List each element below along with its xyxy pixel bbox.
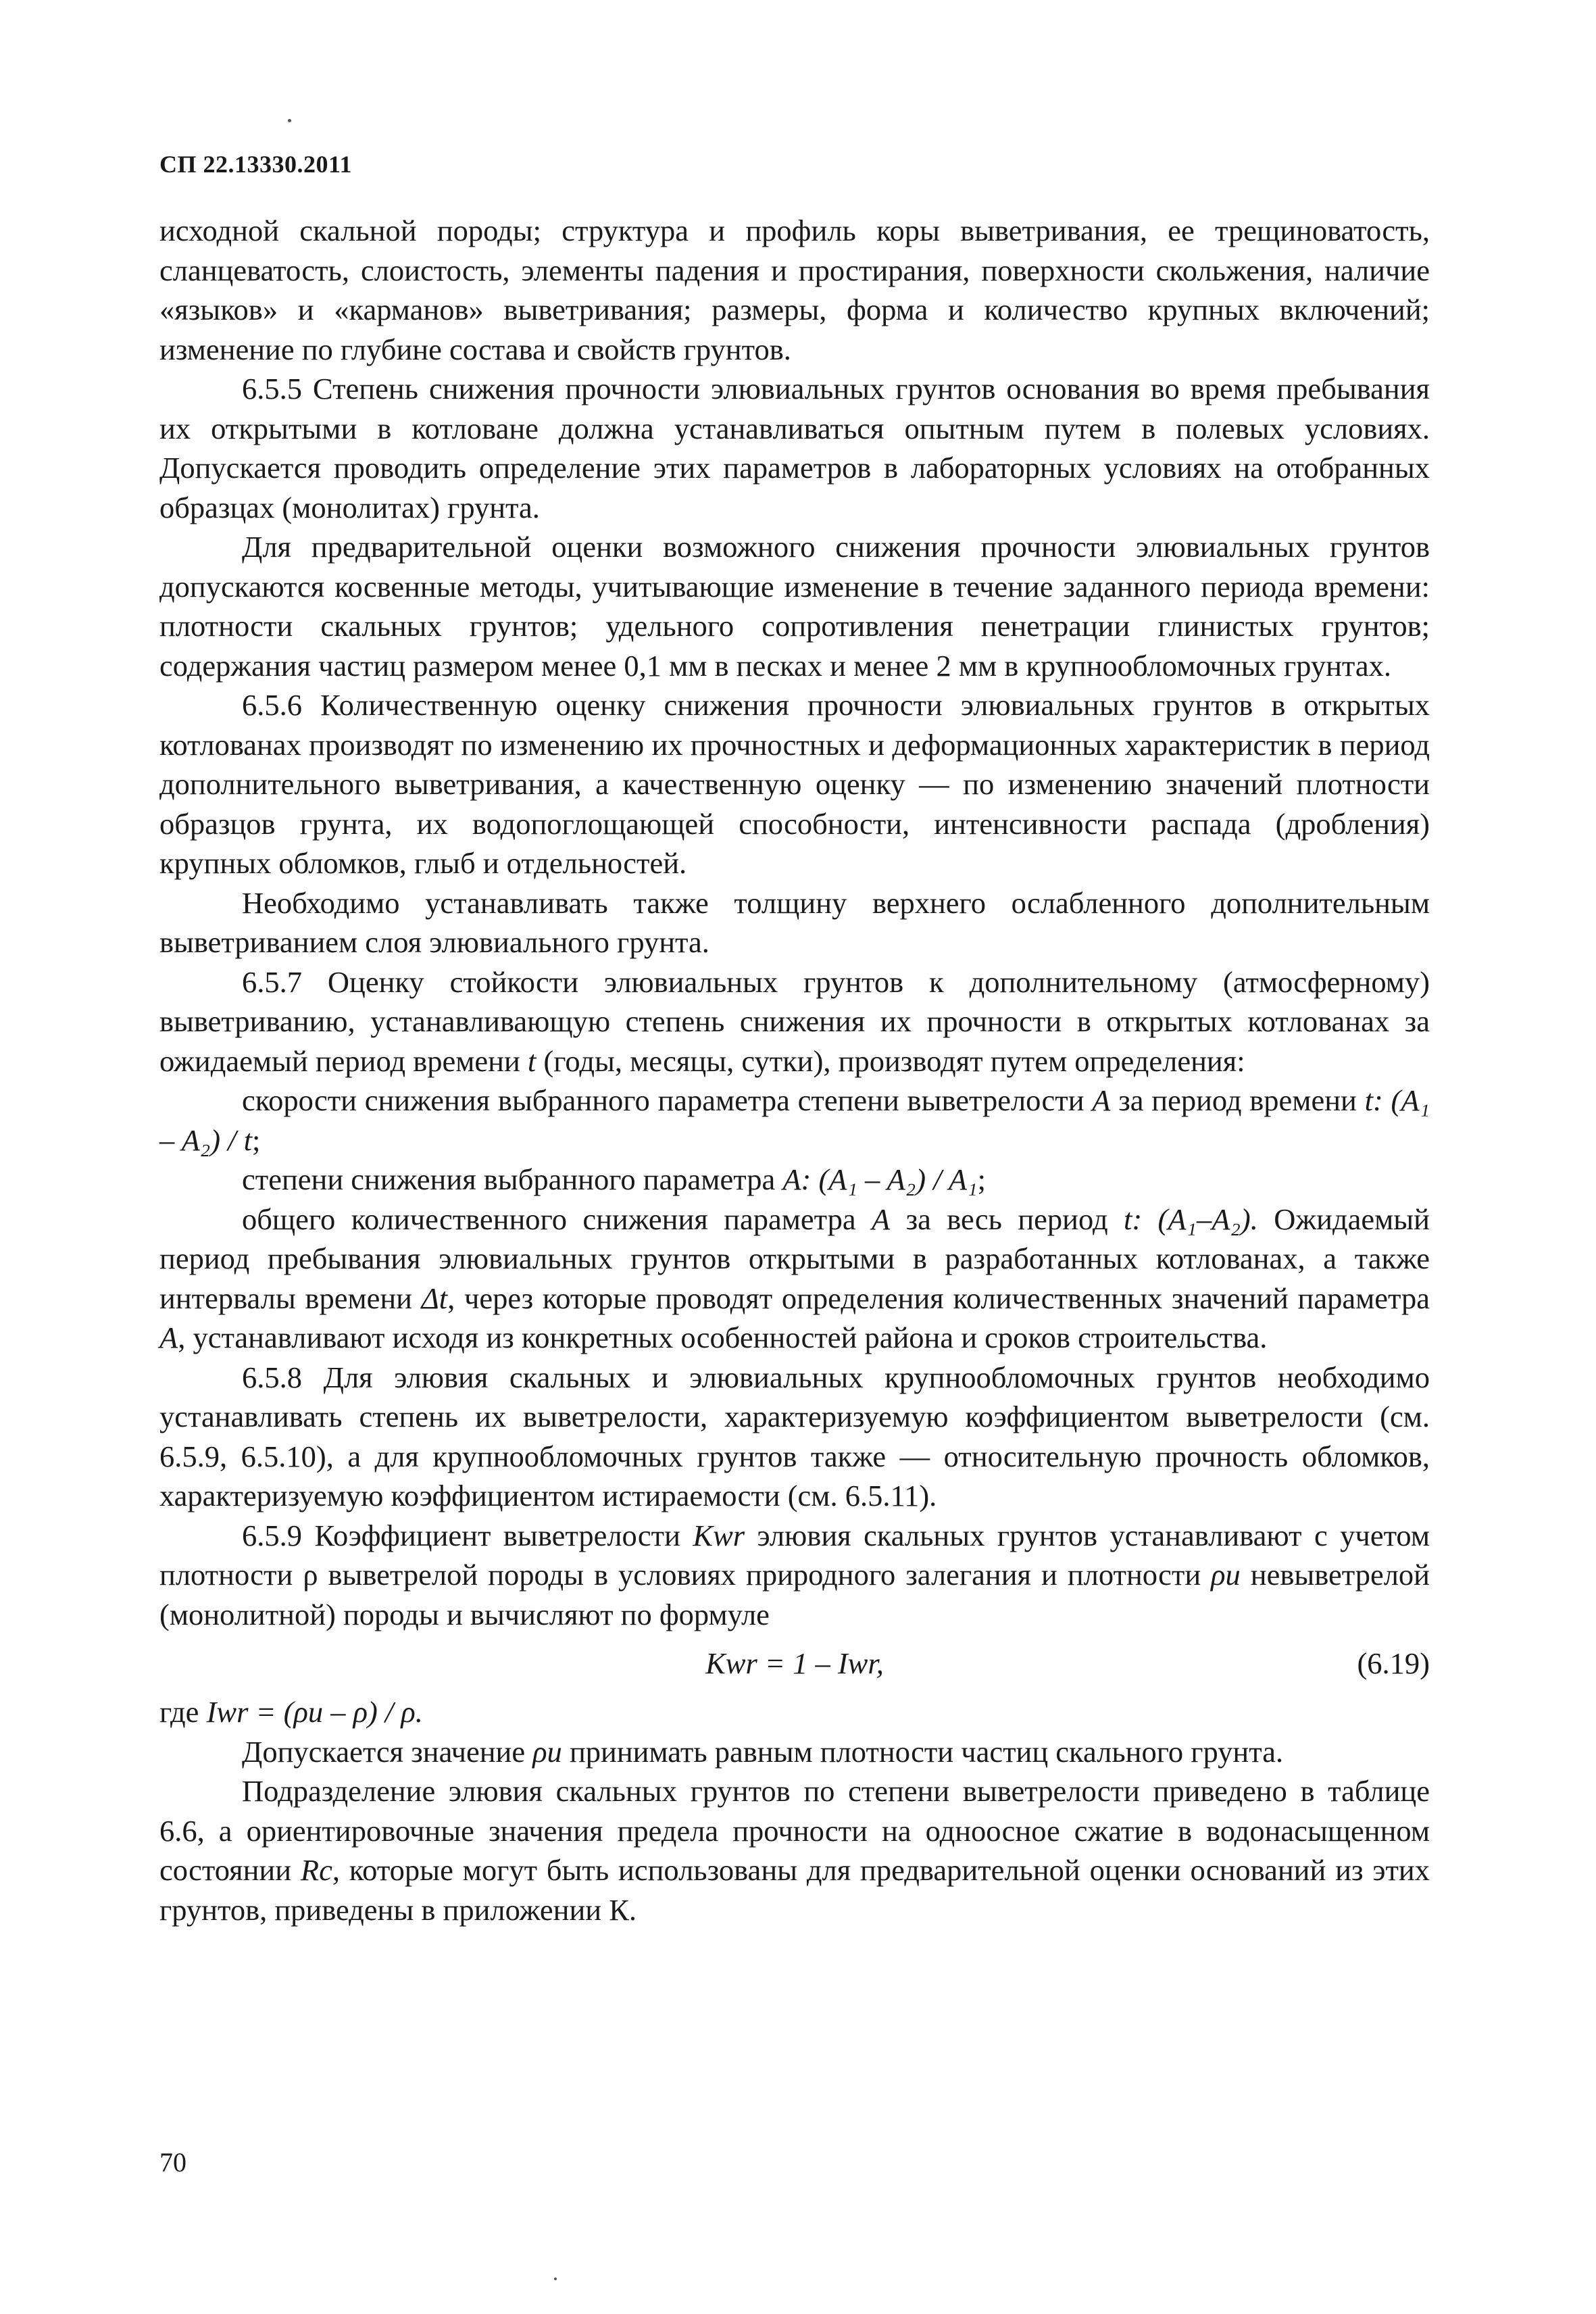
page-number: 70: [159, 2147, 186, 2177]
paragraph-6-5-8: 6.5.8 Для элювия скальных и элювиальных крупнообломочных грунтов необходимо устанавливать степень их выветрелости, характеризуемую коэффициентом выветрелости (см. 6.5.9, 6.5.10), а для крупнообломочных грунтов также — относительную прочность обломков, характеризуемую коэффициентом истираемости (см. 6.5.11).: [159, 1360, 1430, 1512]
paragraph-6-5-7: 6.5.7 Оценку стойкости элювиальных грунтов к дополнительному (атмосферному) выветриванию, устанавливающую степень снижения их прочности в открытых котлованах за ожидаемый период времени t (годы, месяцы, сутки), производят путем определения:: [159, 964, 1430, 1078]
paragraph-rho-u-note: Допускается значение ρu принимать равным плотности частиц скального грунта.: [242, 1734, 1284, 1769]
scan-speck: [288, 119, 291, 122]
paragraph-layer-thickness: Необходимо устанавливать также толщину верхнего ослабленного дополнительным выветриванием слоя элювиального грунта.: [159, 885, 1430, 959]
paragraph-preliminary-assessment: Для предварительной оценки возможного снижения прочности элювиальных грунтов допускаются косвенные методы, учитывающие изменение в течение заданного периода времени: плотности скальных грунтов; удельного сопротивления пенетрации глинистых грунтов; содержания частиц размером менее 0,1 мм в песках и менее 2 мм в крупнообломочных грунтах.: [159, 530, 1430, 683]
paragraph-6-5-9: 6.5.9 Коэффициент выветрелости Kwr элювия скальных грунтов устанавливают с учетом плотности ρ выветрелой породы в условиях природного залегания и плотности ρu невыветрелой (монолитной) породы и вычисляют по формуле: [159, 1518, 1430, 1631]
list-item-total-reduction: общего количественного снижения параметра A за весь период t: (A₁–A₂). Ожидаемый период пребывания элювиальных грунтов открытыми в разработанных котлованах, а также интервалы времени Δt, через которые проводят определения количественных значений параметра A, устанавливают исходя из конкретных особенностей района и сроков строительства.: [159, 1202, 1430, 1354]
paragraph-continuation: исходной скальной породы; структура и профиль коры выветривания, ее трещиноватость, сланцеватость, слоистость, элементы падения и простирания, поверхности скольжения, наличие «языков» и «карманов» выветривания; размеры, форма и количество крупных включений; изменение по глубине состава и свойств грунтов.: [159, 214, 1430, 366]
document-code-header: СП 22.13330.2011: [159, 151, 353, 178]
list-item-rate: скорости снижения выбранного параметра степени выветрелости A за период времени t: (A₁ – A₂) / t;: [159, 1083, 1430, 1157]
formula-6-19: [159, 1634, 1430, 1692]
paragraph-subdivision: Подразделение элювия скальных грунтов по степени выветрелости приведено в таблице 6.6, а ориентировочные значения предела прочности на одноосное сжатие в водонасыщенном состоянии Rc, которые могут быть использованы для предварительной оценки оснований из этих грунтов, приведены в приложении К.: [159, 1774, 1430, 1927]
paragraph-6-5-5: 6.5.5 Степень снижения прочности элювиальных грунтов основания во время пребывания их открытыми в котловане должна устанавливаться опытным путем в полевых условиях. Допускается проводить определение этих параметров в лабораторных условиях на отобранных образцах (монолитах) грунта.: [159, 372, 1430, 524]
formula-expression: Kwr = 1 – Iwr,: [705, 1646, 884, 1680]
paragraph-6-5-6: 6.5.6 Количественную оценку снижения прочности элювиальных грунтов в открытых котлованах производят по изменению их прочностных и деформационных характеристик в период дополнительного выветривания, а качественную оценку — по изменению значений плотности образцов грунта, их водопоглощающей способности, интенсивности распада (дробления) крупных обломков, глыб и отдельностей.: [159, 688, 1430, 880]
list-item-degree: степени снижения выбранного параметра A: (A₁ – A₂) / A₁;: [242, 1162, 986, 1196]
formula-number: (6.19): [1357, 1646, 1430, 1680]
body-text: [159, 211, 1430, 1929]
formula-definition: где Iwr = (ρu – ρ) / ρ.: [159, 1695, 423, 1729]
scan-speck: [554, 2278, 557, 2280]
